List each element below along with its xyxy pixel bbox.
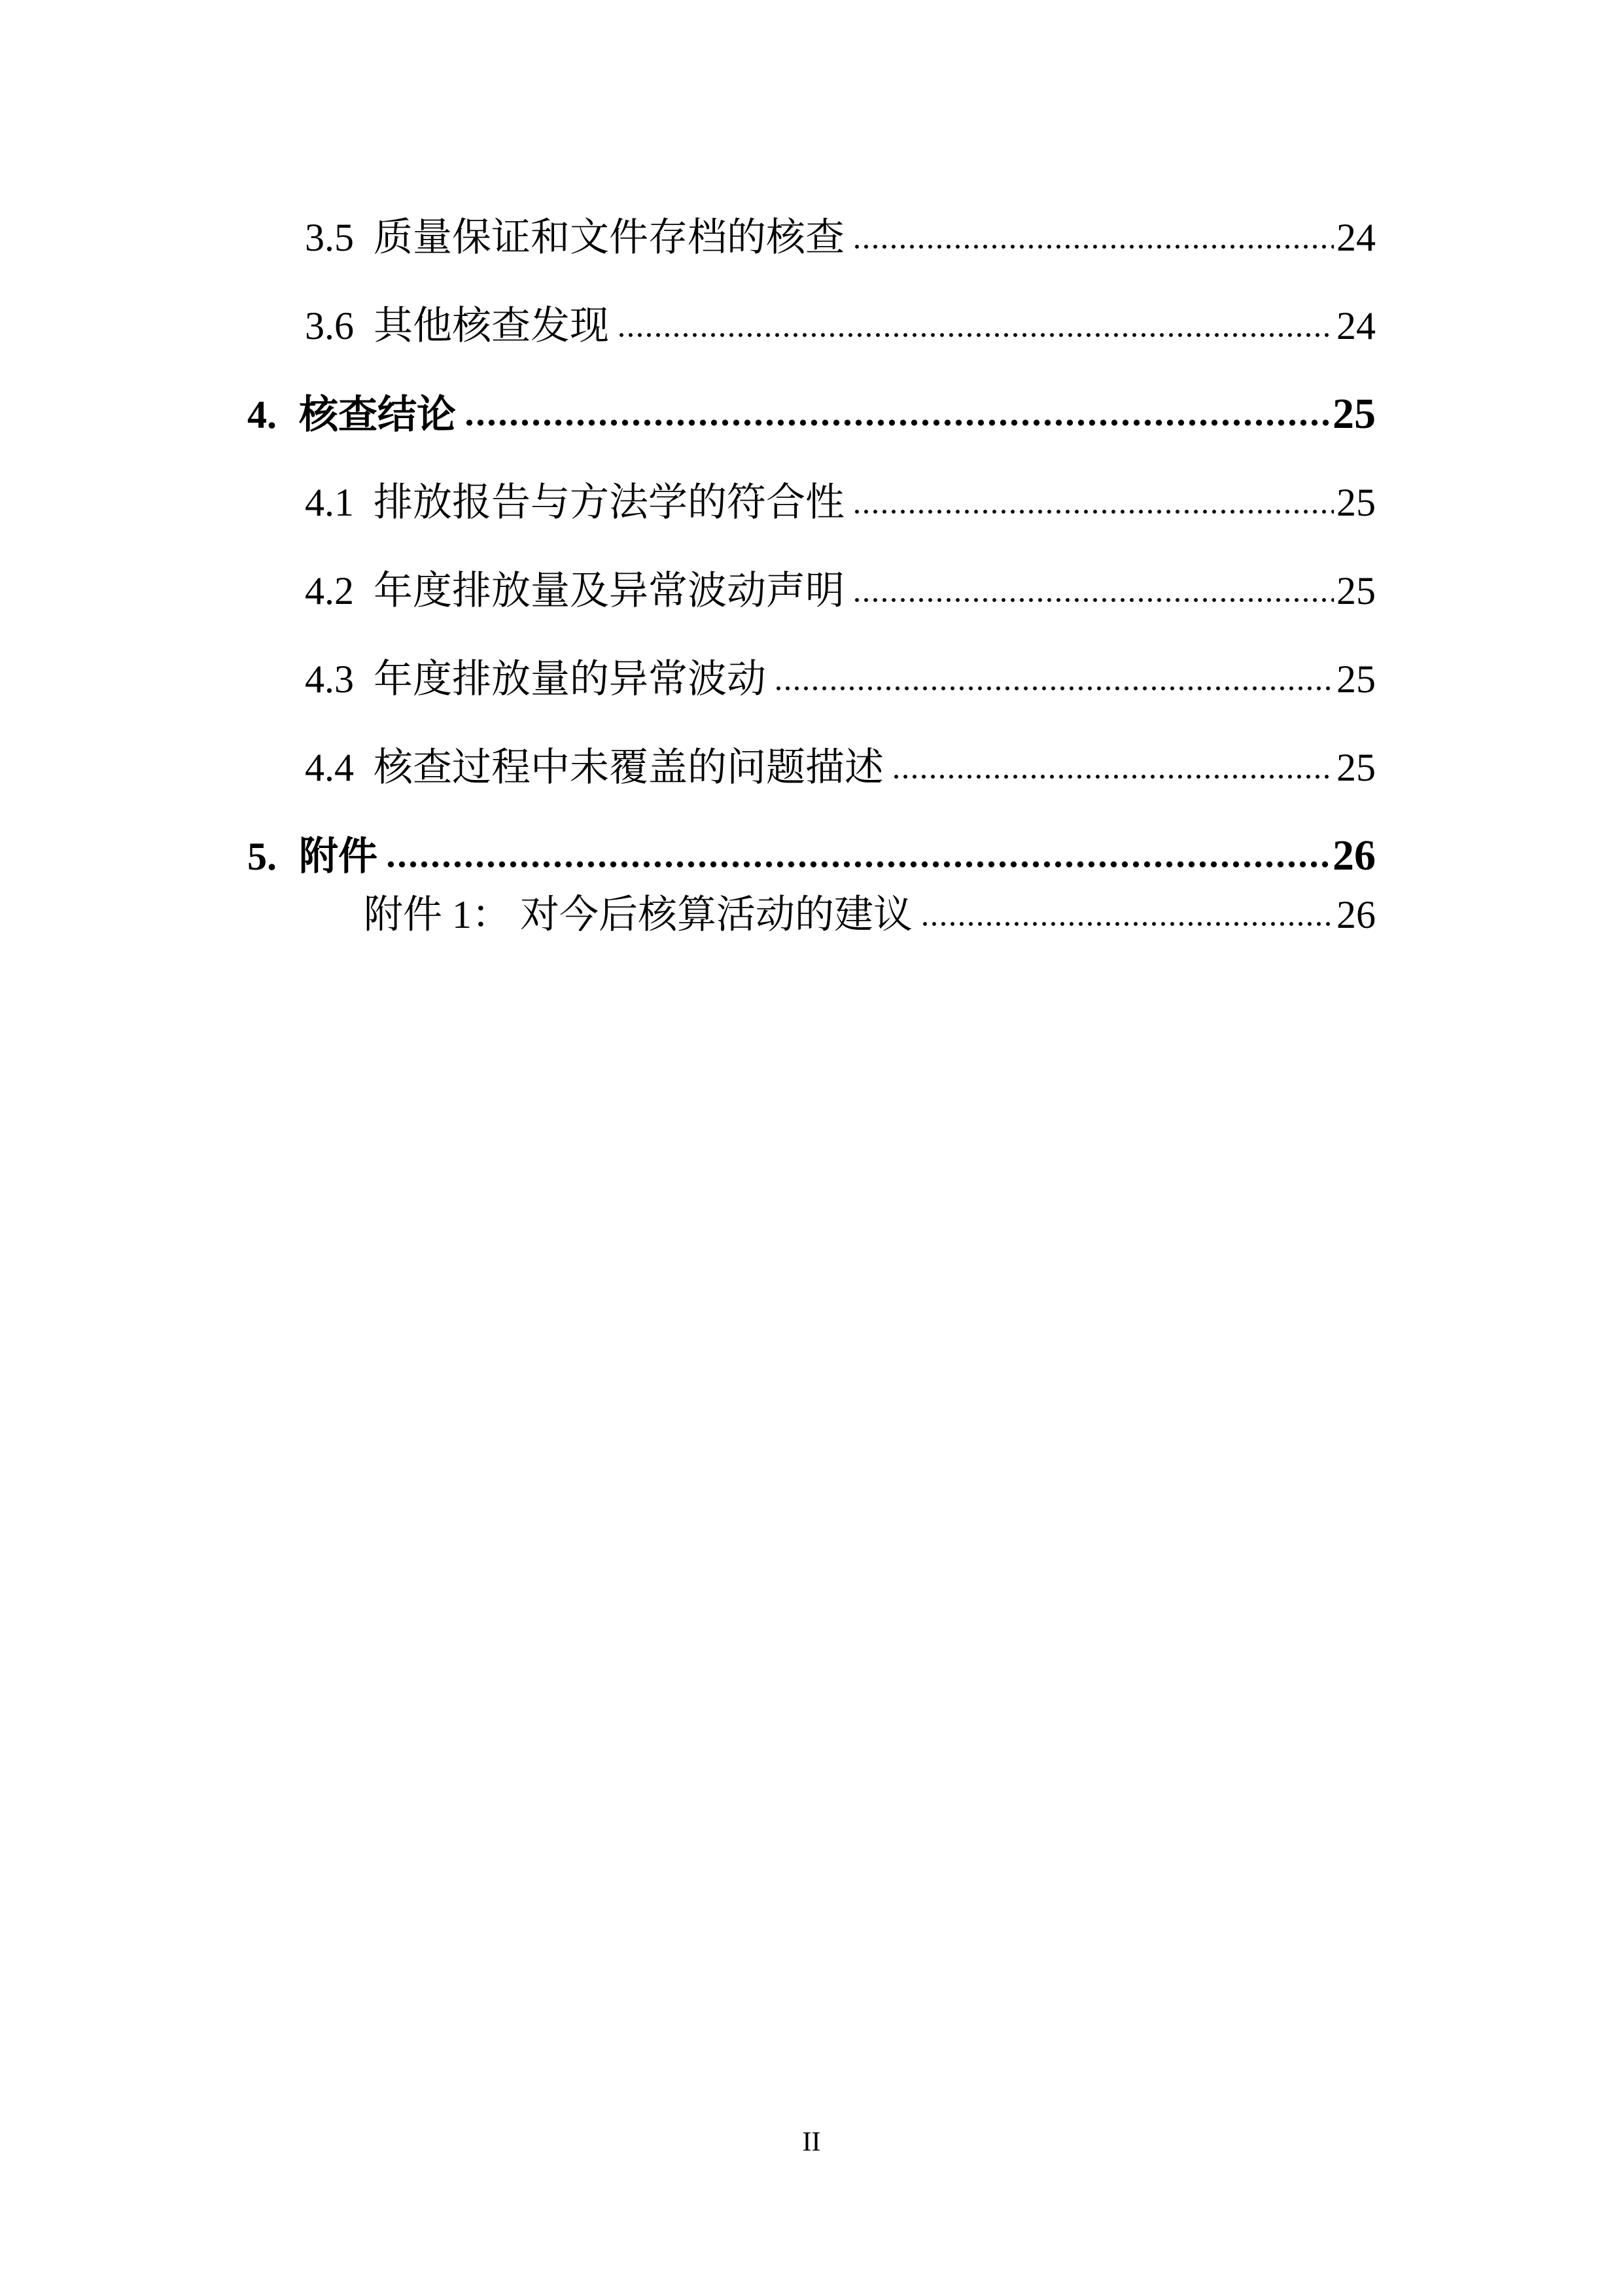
- toc-entry-page: 24: [1336, 304, 1376, 347]
- toc-entry-page: 25: [1336, 481, 1376, 524]
- toc-entry-title: 年度排放量及异常波动声明: [374, 569, 845, 612]
- toc-entry-3-5[interactable]: [305, 215, 1376, 260]
- toc-entry-number: 4.3: [305, 658, 354, 701]
- toc-entry-title: 年度排放量的异常波动: [374, 658, 766, 701]
- page-footer: [0, 2128, 1623, 2156]
- toc-entry-4-3[interactable]: [305, 656, 1376, 702]
- dot-leader: [892, 745, 1334, 790]
- toc-entry-title: 对今后核算活动的建议: [520, 893, 913, 936]
- dot-leader: [464, 391, 1330, 437]
- toc-entry-number: 4.1: [305, 481, 354, 524]
- toc-entry-5[interactable]: [247, 833, 1376, 879]
- dot-leader: [617, 303, 1334, 349]
- toc-entry-number: 3.5: [305, 216, 354, 259]
- dot-leader: [385, 833, 1330, 879]
- dot-leader: [852, 480, 1334, 525]
- toc-entry-number: 4.4: [305, 746, 354, 789]
- toc-entry-title: 质量保证和文件存档的核查: [374, 216, 845, 259]
- toc-entry-page: 24: [1336, 216, 1376, 259]
- toc-entry-page: 25: [1336, 569, 1376, 612]
- toc-entry-title: 核查结论: [299, 393, 456, 436]
- toc-entry-title: 核查过程中未覆盖的问题描述: [374, 746, 884, 789]
- dot-leader: [852, 568, 1334, 614]
- toc-entry-page: 26: [1336, 893, 1376, 936]
- toc-entry-page: 25: [1336, 746, 1376, 789]
- toc-entry-4-1[interactable]: [305, 480, 1376, 525]
- toc-entry-annex-1[interactable]: [364, 892, 1376, 938]
- toc-entry-title: 其他核查发现: [374, 304, 609, 347]
- toc-entry-4-4[interactable]: [305, 745, 1376, 790]
- toc-entry-4-2[interactable]: [305, 568, 1376, 614]
- toc-entry-number: 5.: [247, 835, 277, 878]
- toc-entry-page: 25: [1333, 390, 1376, 438]
- toc-entry-3-6[interactable]: [305, 303, 1376, 349]
- toc-entry-page: 26: [1333, 832, 1376, 879]
- footer-page-number: II: [802, 2127, 821, 2157]
- toc-entry-number: 4.: [247, 393, 277, 436]
- toc-entry-number: 4.2: [305, 569, 354, 612]
- toc-entry-number: 附件 1：: [364, 893, 511, 936]
- toc-entry-number: 3.6: [305, 304, 354, 347]
- toc-entry-page: 25: [1336, 658, 1376, 701]
- dot-leader: [920, 892, 1334, 938]
- toc-entry-4[interactable]: [247, 391, 1376, 437]
- toc-entry-title: 附件: [299, 835, 377, 878]
- dot-leader: [852, 215, 1334, 260]
- toc-entry-title: 排放报告与方法学的符合性: [374, 481, 845, 524]
- dot-leader: [774, 656, 1334, 702]
